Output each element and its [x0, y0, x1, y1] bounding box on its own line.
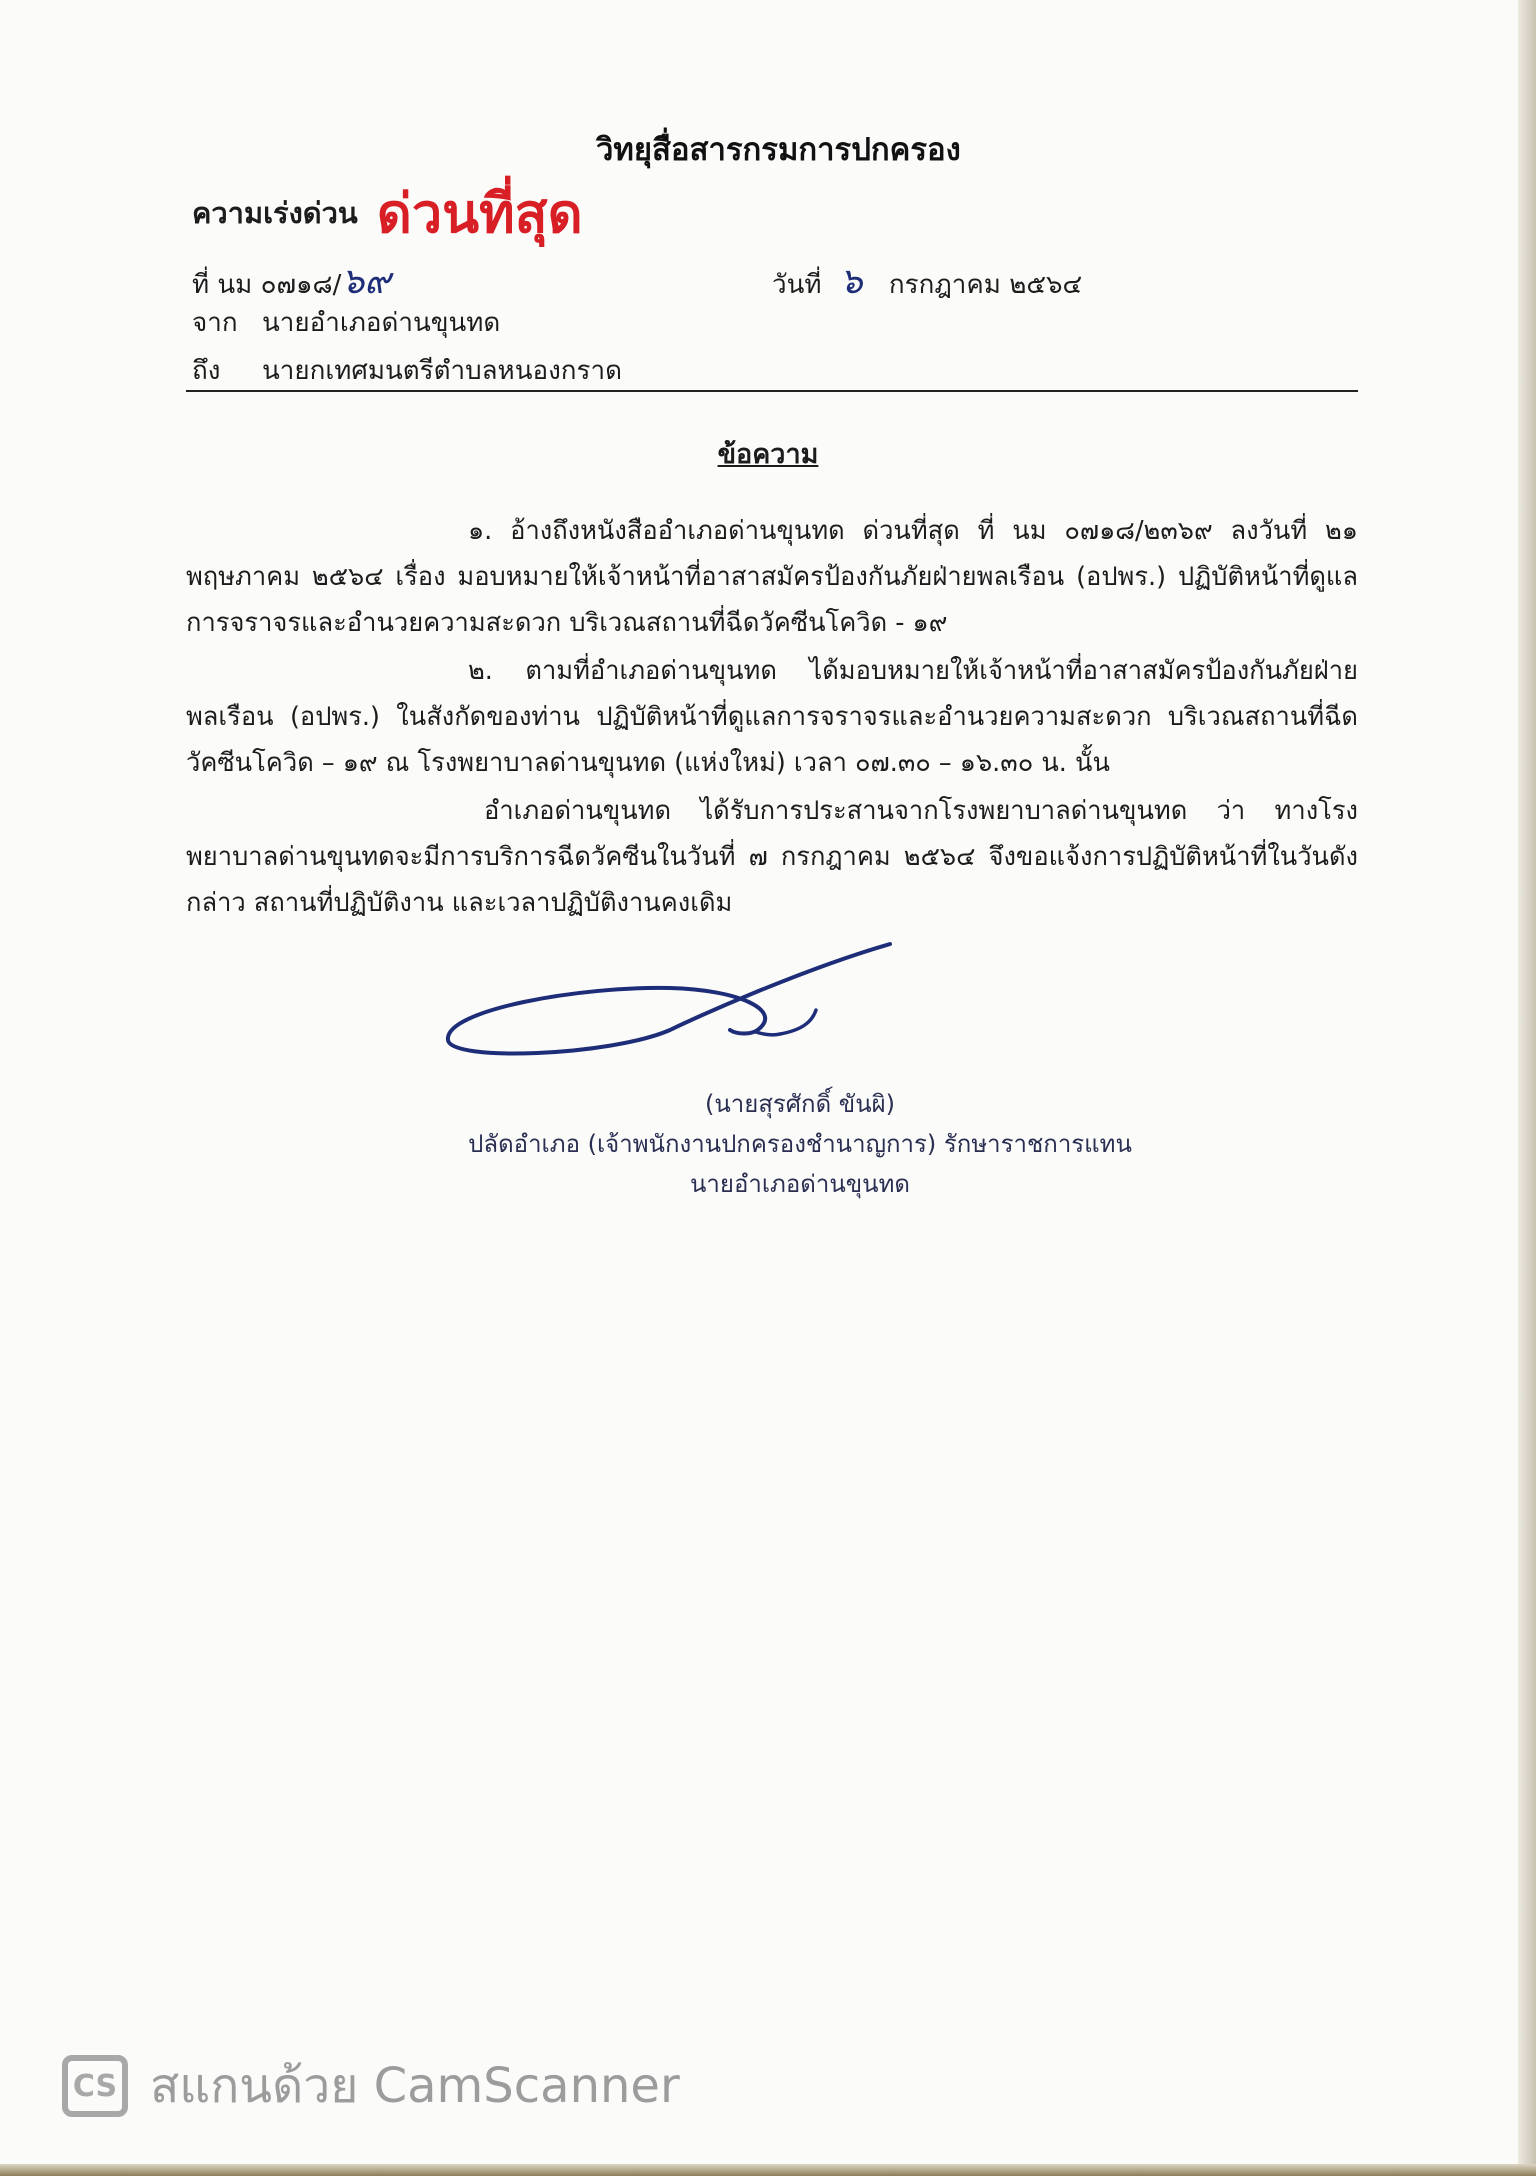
- header-divider: [186, 390, 1358, 392]
- date-month-year: กรกฎาคม ๒๕๖๔: [888, 270, 1083, 300]
- agency-title: วิทยุสื่อสารกรมการปกครอง: [596, 132, 961, 168]
- paragraph-1-text: ๑. อ้างถึงหนังสืออำเภอด่านขุนทด ด่วนที่สุด ที่ นม ๐๗๑๘/๒๓๖๙ ลงวันที่ ๒๑ พฤษภาคม ๒๕๖๔ เรื่อง มอบหมายให้เจ้าหน้าที่อาสาสมัครป้องกันภัยฝ่ายพลเรือน (อปพร.) ปฏิบัติหน้าที่ดูแลการจราจรและอำนวยความสะดวก บริเวณสถานที่ฉีดวัคซีนโควิด - ๑๙: [186, 516, 1358, 638]
- paragraph-2: [186, 648, 1358, 786]
- urgency-label: ความเร่งด่วน: [192, 196, 358, 230]
- from-value: นายอำเภอด่านขุนทด: [262, 308, 501, 338]
- urgency-row: [192, 170, 583, 256]
- to-value: นายกเทศมนตรีตำบลหนองกราด: [262, 356, 622, 386]
- urgency-value: ด่วนที่สุด: [376, 182, 583, 245]
- paragraph-1: [186, 508, 1358, 646]
- to-line: [192, 350, 622, 391]
- from-line: [192, 302, 500, 343]
- camscanner-logo-icon: CS: [62, 2055, 128, 2117]
- to-label: ถึง: [192, 356, 221, 386]
- reference-line: [192, 252, 391, 309]
- signer-position: ปลัดอำเภอ (เจ้าพนักงานปกครองชำนาญการ) รักษาราชการแทน: [468, 1130, 1132, 1158]
- date-day-handwritten: ๖: [839, 261, 863, 302]
- handwritten-signature: [440, 930, 920, 1070]
- watermark-text: สแกนด้วย CamScanner: [150, 2058, 680, 2114]
- reference-number-handwritten: ๖๙: [341, 261, 391, 302]
- signer-name: (นายสุรศักดิ์ ขันผิ): [704, 1090, 896, 1118]
- date-label: วันที่: [772, 270, 822, 300]
- from-label: จาก: [192, 308, 238, 338]
- section-title: ข้อความ: [717, 439, 819, 470]
- date-line: [772, 252, 1082, 309]
- reference-label: ที่ นม ๐๗๑๘/: [192, 270, 342, 300]
- paragraph-3-text: อำเภอด่านขุนทด ได้รับการประสานจากโรงพยาบาลด่านขุนทด ว่า ทางโรงพยาบาลด่านขุนทดจะมีการบริการฉีดวัคซีนในวันที่ ๗ กรกฎาคม ๒๕๖๔ จึงขอแจ้งการปฏิบัติหน้าที่ในวันดังกล่าว สถานที่ปฏิบัติงาน และเวลาปฏิบัติงานคงเดิม: [186, 796, 1358, 918]
- paragraph-2-text: ๒. ตามที่อำเภอด่านขุนทด ได้มอบหมายให้เจ้าหน้าที่อาสาสมัครป้องกันภัยฝ่ายพลเรือน (อปพร.) ในสังกัดของท่าน ปฏิบัติหน้าที่ดูแลการจราจรและอำนวยความสะดวก บริเวณสถานที่ฉีดวัคซีนโควิด – ๑๙ ณ โรงพยาบาลด่านขุนทด (แห่งใหม่) เวลา ๐๗.๓๐ – ๑๖.๓๐ น. นั้น: [186, 656, 1358, 778]
- paragraph-3: [186, 788, 1358, 926]
- camscanner-watermark: [62, 2054, 680, 2118]
- signer-office: นายอำเภอด่านขุนทด: [690, 1170, 910, 1198]
- page-edge-right: [1518, 0, 1536, 2176]
- page-edge-bottom: [0, 2164, 1536, 2176]
